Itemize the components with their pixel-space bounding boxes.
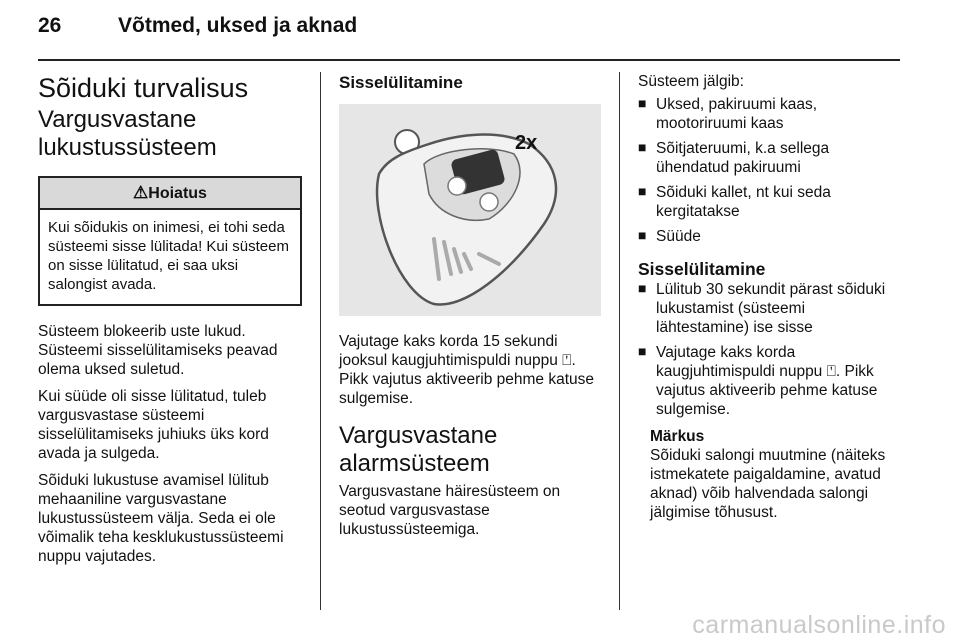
paragraph: Sõiduki lukustuse avamisel lülitub mehaaniline vargusvastane lukustussüsteem välja. Seda ei ole võimalik teha kesklukustussüsteemi nuppu vajutades. — [38, 472, 284, 565]
subheading: Sisselülitamine — [638, 259, 766, 279]
column-1 — [38, 72, 302, 574]
monitored-list — [638, 95, 900, 246]
list-item: ■ Lülitub 30 sekundit pärast sõiduki lukustamist (süsteemi lähtestamine) ise sisse — [638, 280, 886, 336]
bullet-icon: ■ — [638, 343, 647, 359]
watermark: carmanualsonline.info — [692, 611, 946, 639]
page-number: 26 — [38, 14, 62, 37]
column-divider — [619, 72, 620, 610]
column-divider — [320, 72, 321, 610]
column-2 — [339, 72, 603, 547]
note-text: Sõiduki salongi muutmine (näiteks istmekatete paigaldamine, avatud aknad) võib halvendada salongi jälgimise tõhusust. — [650, 447, 886, 521]
bullet-icon: ■ — [638, 139, 647, 155]
paragraph: Vajutage kaks korda 15 sekundi jooksul kaugjuhtimispuldi nuppu ⍞. Pikk vajutus aktiveerib pehme katuse sulgemise. — [339, 333, 595, 407]
paragraph: Süsteem blokeerib uste lukud. Süsteemi sisselülitamiseks peavad olema uksed suletud. — [38, 323, 278, 378]
activation-list — [638, 280, 900, 419]
note-title: Märkus — [650, 428, 705, 445]
warning-heading — [40, 178, 300, 210]
bullet-icon: ■ — [638, 280, 647, 296]
key-fob-illustration — [339, 104, 601, 316]
page-header — [38, 14, 918, 44]
list-item: ■ Uksed, pakiruumi kaas, mootoriruumi kaas — [638, 95, 818, 132]
warning-box — [38, 176, 302, 306]
warning-text: Kui sõidukis on inimesi, ei tohi seda süsteemi sisse lülitada! Kui süsteem on sisse lülitatud, ei saa uksi salongist avada. — [48, 219, 289, 293]
paragraph: Kui süüde oli sisse lülitatud, tuleb vargusvastase süsteemi sisselülitamiseks juhiuks üks kord avada ja sulgeda. — [38, 388, 269, 462]
paragraph: Vargusvastane häiresüsteem on seotud vargusvastase lukustussüsteemiga. — [339, 483, 561, 538]
section-title-alarm: Vargusvastane alarmsüsteem — [339, 422, 498, 477]
intro-text: Süsteem jälgib: — [638, 73, 744, 90]
warning-icon: ⚠ — [133, 183, 149, 202]
list-item: ■ Sõitjateruumi, k.a sellega ühendatud pakiruumi — [638, 139, 830, 176]
bullet-icon: ■ — [638, 183, 647, 199]
note-box — [638, 427, 900, 522]
list-item: ■ Vajutage kaks korda kaugjuhtimispuldi nuppu ⍞. Pikk vajutus aktiveerib pehme katuse sulgemise. — [638, 343, 878, 418]
warning-heading-text: Hoiatus — [148, 185, 207, 202]
key-fob-icon — [339, 104, 601, 316]
subheading: Sisselülitamine — [339, 73, 463, 92]
bullet-icon: ■ — [638, 95, 647, 111]
section-subtitle: Vargusvastane lukustussüsteem — [38, 106, 217, 161]
list-item: ■ Süüde — [638, 227, 701, 245]
section-title: Sõiduki turvalisus — [38, 73, 249, 103]
chapter-title: Võtmed, uksed ja aknad — [118, 14, 358, 37]
bullet-icon: ■ — [638, 227, 647, 243]
list-item: ■ Sõiduki kallet, nt kui seda kergitatakse — [638, 183, 831, 220]
header-rule — [38, 59, 900, 61]
column-3 — [638, 72, 900, 522]
figure-label: 2x — [515, 132, 538, 154]
